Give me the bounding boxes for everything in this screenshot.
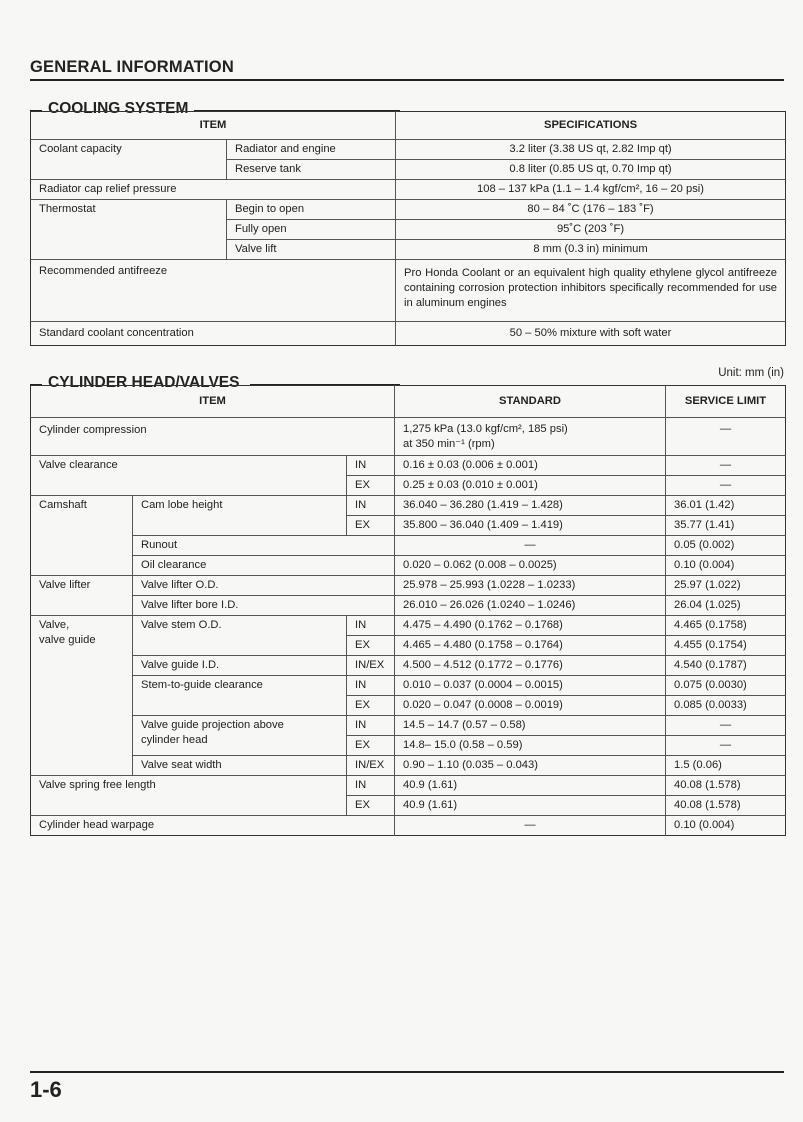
limit-value: 0.05 (0.002)	[666, 536, 786, 556]
row-label: Cylinder head warpage	[31, 816, 395, 836]
spec-value: 50 – 50% mixture with soft water	[396, 322, 786, 346]
standard-value: 0.020 – 0.062 (0.008 – 0.0025)	[395, 556, 666, 576]
side-label: EX	[347, 736, 395, 756]
limit-value: —	[666, 736, 786, 756]
valve-guide-label-line1: Valve,	[39, 619, 70, 631]
standard-value: 40.9 (1.61)	[395, 776, 666, 796]
row-label: Thermostat	[31, 200, 227, 260]
row-sublabel: Valve guide I.D.	[133, 656, 347, 676]
cylinder-head-table	[30, 385, 786, 836]
row-sublabel	[133, 716, 347, 756]
standard-value: 0.16 ± 0.03 (0.006 ± 0.001)	[395, 456, 666, 476]
side-label: IN	[347, 676, 395, 696]
standard-value: 36.040 – 36.280 (1.419 – 1.428)	[395, 496, 666, 516]
side-label: IN	[347, 496, 395, 516]
row-sublabel: Begin to open	[227, 200, 396, 220]
limit-value: —	[666, 418, 786, 456]
spec-value: 80 – 84 ˚C (176 – 183 ˚F)	[396, 200, 786, 220]
row-label: Coolant capacity	[31, 140, 227, 180]
spec-value: Pro Honda Coolant or an equivalent high quality ethylene glycol antifreeze containing corrosion protection inhibitors specifically recommended for use in aluminum engines	[396, 260, 786, 322]
row-sublabel: Radiator and engine	[227, 140, 396, 160]
limit-value: —	[666, 476, 786, 496]
page-number: 1-6	[30, 1077, 62, 1102]
row-sublabel: Valve lifter bore I.D.	[133, 596, 395, 616]
standard-value: 14.5 – 14.7 (0.57 – 0.58)	[395, 716, 666, 736]
side-label: EX	[347, 696, 395, 716]
col-header-item: ITEM	[199, 119, 227, 131]
row-sublabel: Valve seat width	[133, 756, 347, 776]
limit-value: 40.08 (1.578)	[666, 776, 786, 796]
valve-guide-label-line2: valve guide	[39, 634, 96, 646]
row-sublabel: Valve lift	[227, 240, 396, 260]
side-label: EX	[347, 796, 395, 816]
limit-value: —	[666, 456, 786, 476]
row-label: Radiator cap relief pressure	[31, 180, 396, 200]
standard-value: —	[395, 536, 666, 556]
side-label: IN/EX	[347, 656, 395, 676]
limit-value: 0.085 (0.0033)	[666, 696, 786, 716]
standard-value: —	[395, 816, 666, 836]
side-label: IN	[347, 456, 395, 476]
limit-value: 4.540 (0.1787)	[666, 656, 786, 676]
side-label: EX	[347, 636, 395, 656]
side-label: EX	[347, 516, 395, 536]
spec-value: 95˚C (203 ˚F)	[396, 220, 786, 240]
spec-value: 0.8 liter (0.85 US qt, 0.70 Imp qt)	[396, 160, 786, 180]
cylinder-head-title: CYLINDER HEAD/VALVES	[42, 374, 245, 392]
side-label: IN	[347, 616, 395, 636]
standard-value: 4.475 – 4.490 (0.1762 – 0.1768)	[395, 616, 666, 636]
limit-value: —	[666, 716, 786, 736]
standard-value: 14.8– 15.0 (0.58 – 0.59)	[395, 736, 666, 756]
header-rule	[30, 79, 784, 81]
limit-value: 1.5 (0.06)	[666, 756, 786, 776]
col-header-specifications: SPECIFICATIONS	[396, 112, 786, 140]
row-sublabel: Oil clearance	[133, 556, 395, 576]
limit-value: 0.10 (0.004)	[666, 816, 786, 836]
standard-value: 25.978 – 25.993 (1.0228 – 1.0233)	[395, 576, 666, 596]
limit-value: 4.465 (0.1758)	[666, 616, 786, 636]
footer-rule	[30, 1071, 784, 1073]
row-label: Camshaft	[31, 496, 133, 576]
compression-std-line2: at 350 min⁻¹ (rpm)	[403, 438, 495, 450]
limit-value: 4.455 (0.1754)	[666, 636, 786, 656]
standard-value: 0.25 ± 0.03 (0.010 ± 0.001)	[395, 476, 666, 496]
row-sublabel: Reserve tank	[227, 160, 396, 180]
row-label	[31, 616, 133, 776]
standard-value: 40.9 (1.61)	[395, 796, 666, 816]
row-label: Cylinder compression	[31, 418, 395, 456]
compression-std-line1: 1,275 kPa (13.0 kgf/cm², 185 psi)	[403, 423, 568, 435]
projection-label-line1: Valve guide projection above	[141, 719, 284, 731]
row-sublabel: Fully open	[227, 220, 396, 240]
side-label: EX	[347, 476, 395, 496]
row-sublabel: Runout	[133, 536, 395, 556]
row-label: Valve spring free length	[31, 776, 347, 816]
limit-value: 26.04 (1.025)	[666, 596, 786, 616]
limit-value: 25.97 (1.022)	[666, 576, 786, 596]
limit-value: 35.77 (1.41)	[666, 516, 786, 536]
standard-value: 4.465 – 4.480 (0.1758 – 0.1764)	[395, 636, 666, 656]
row-label: Recommended antifreeze	[31, 260, 396, 322]
standard-value: 0.020 – 0.047 (0.0008 – 0.0019)	[395, 696, 666, 716]
row-sublabel: Cam lobe height	[133, 496, 347, 536]
limit-value: 0.075 (0.0030)	[666, 676, 786, 696]
side-label: IN	[347, 716, 395, 736]
standard-value: 26.010 – 26.026 (1.0240 – 1.0246)	[395, 596, 666, 616]
projection-label-line2: cylinder head	[141, 734, 208, 746]
side-label: IN/EX	[347, 756, 395, 776]
cooling-spec-table	[30, 111, 786, 346]
limit-value: 0.10 (0.004)	[666, 556, 786, 576]
limit-value: 36.01 (1.42)	[666, 496, 786, 516]
standard-value: 4.500 – 4.512 (0.1772 – 0.1776)	[395, 656, 666, 676]
standard-value: 0.010 – 0.037 (0.0004 – 0.0015)	[395, 676, 666, 696]
standard-value: 35.800 – 36.040 (1.409 – 1.419)	[395, 516, 666, 536]
page-title: GENERAL INFORMATION	[30, 58, 234, 76]
row-label: Valve clearance	[31, 456, 347, 496]
row-label: Standard coolant concentration	[31, 322, 396, 346]
col-header-standard: STANDARD	[395, 386, 666, 418]
spec-value: 108 – 137 kPa (1.1 – 1.4 kgf/cm², 16 – 20 psi)	[396, 180, 786, 200]
spec-value: 8 mm (0.3 in) minimum	[396, 240, 786, 260]
standard-value	[395, 418, 666, 456]
limit-value: 40.08 (1.578)	[666, 796, 786, 816]
col-header-item: ITEM	[199, 395, 226, 407]
standard-value: 0.90 – 1.10 (0.035 – 0.043)	[395, 756, 666, 776]
row-sublabel: Stem-to-guide clearance	[133, 676, 347, 716]
cooling-system-title: COOLING SYSTEM	[42, 100, 194, 118]
units-note: Unit: mm (in)	[718, 367, 784, 379]
row-sublabel: Valve stem O.D.	[133, 616, 347, 656]
col-header-service-limit: SERVICE LIMIT	[666, 386, 786, 418]
spec-value: 3.2 liter (3.38 US qt, 2.82 Imp qt)	[396, 140, 786, 160]
side-label: IN	[347, 776, 395, 796]
row-sublabel: Valve lifter O.D.	[133, 576, 395, 596]
row-label: Valve lifter	[31, 576, 133, 616]
